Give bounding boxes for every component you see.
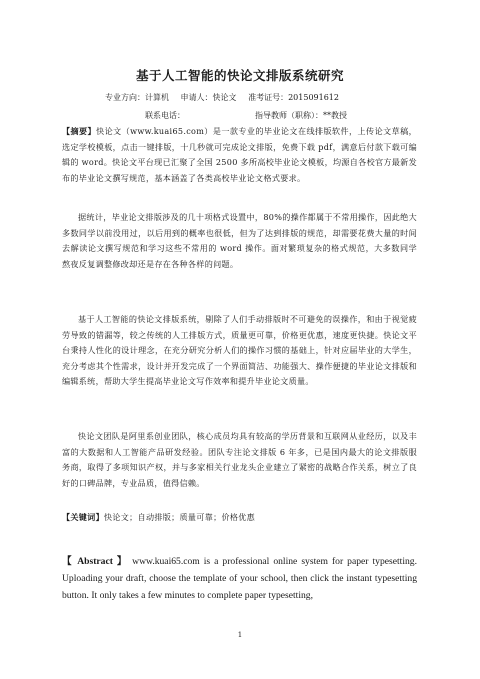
english-abstract-text: www.kuai65.com is a professional online system for paper typesetting. Uploading your draft, choose the template of your school, then click the instant typesetting button. It only takes a few minutes to complete paper typesetting, <box>62 556 417 601</box>
author-info-line <box>105 92 348 103</box>
keywords-line <box>62 510 417 526</box>
abstract-paragraph-3: 基于人工智能的快论文排版系统，剔除了人们手动排版时不可避免的误操作，和由于视觉疲劳导致的错漏等，较之传统的人工排版方式，质量更可靠，价格更优惠，速度更快捷。快论文平台秉持人性化的设计理念，在充分研究分析人们的操作习惯的基础上，针对应届毕业的大学生，充分考虑其个性需求，设计并开发完成了一个界面简洁、功能强大、操作便捷的毕业论文排版和编辑系统，帮助大学生提高毕业论文写作效率和提升毕业论文质量。 <box>62 314 417 387</box>
cert-number-field: 准考证号：2015091612 <box>248 93 339 102</box>
page-number: 1 <box>237 631 243 639</box>
phone-field: 联系电话： <box>145 111 185 120</box>
english-abstract-label: 【 Abstract 】 <box>62 556 129 567</box>
english-abstract-paragraph <box>62 553 417 604</box>
abstract-paragraph-2: 据统计，毕业论文排版涉及的几十项格式设置中，80%的操作都属于不常用操作，因此绝大多数同学以前没用过，以后用到的概率也很低，但为了达到排版的规范，却需要花费大量的时间去解读论文撰写规范和学习这些不常用的 word 操作。面对繁琐复杂的格式规范，大多数同学熬夜反复调整修改却还是存在各种各样的问题。 <box>62 212 417 269</box>
advisor-field: 指导教师（职称）：**教授 <box>255 111 347 120</box>
major-field: 专业方向：计算机 <box>105 93 169 102</box>
abstract-paragraph-1 <box>62 124 417 186</box>
abstract-label: 【摘要】 <box>62 126 97 136</box>
keywords-label: 【关键词】 <box>62 512 104 522</box>
applicant-field: 申请人：快论文 <box>180 93 237 102</box>
page-title: 基于人工智能的快论文排版系统研究 <box>135 68 344 83</box>
keywords-text: 快论文；自动排版；质量可靠；价格优惠 <box>103 512 256 522</box>
abstract-paragraph-4: 快论文团队是阿里系创业团队，核心成员均具有较高的学历背景和互联网从业经历，以及丰富的大数据和人工智能产品研发经验。团队专注论文排版 6 年多，已是国内最大的论文排版服务商，取得了多项知识产权，并与多家相关行业龙头企业建立了紧密的战略合作关系，树立了良好的口碑品牌，专业品质，值得信赖。 <box>62 431 417 488</box>
abstract-text-1: 快论文（www.kuai65.com）是一款专业的毕业论文在线排版软件，上传论文草稿，选定学校模板，点击一键排版，十几秒就可完成论文排版，免费下载 pdf，满意后付款下载可编辑的 word。快论文平台现已汇聚了全国 2500 多所高校毕业论文模板，均源自各校官方最新发布的毕业论文撰写规范，基本涵盖了各类高校毕业论文格式要求。 <box>62 126 418 183</box>
